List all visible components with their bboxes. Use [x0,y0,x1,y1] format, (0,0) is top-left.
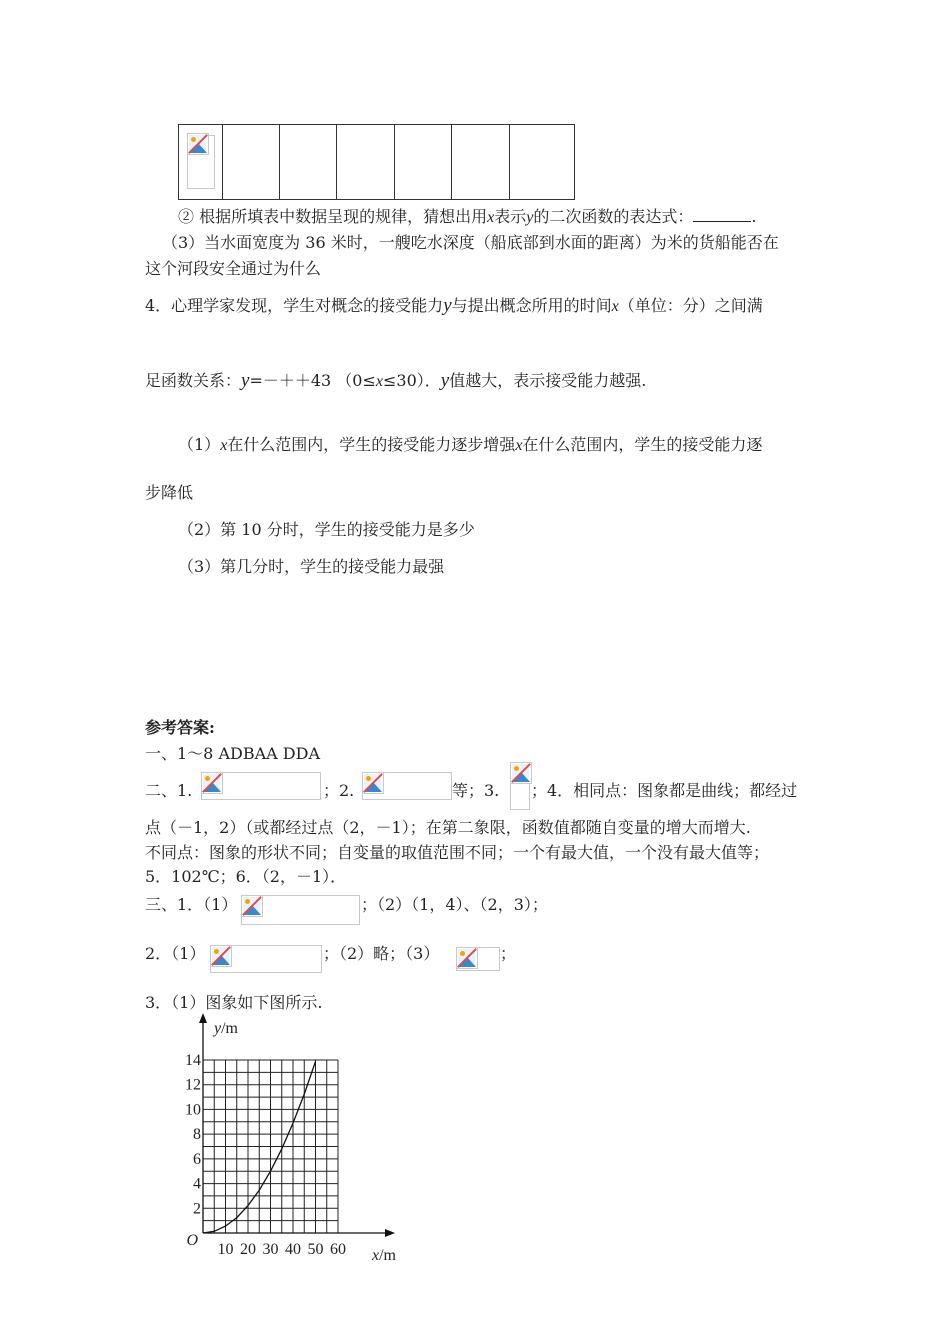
text: 表示 [494,207,527,226]
text: 4．心理学家发现，学生对概念的接受能力 [145,296,444,315]
text: （1） [178,435,221,454]
text: 的二次函数的表达式： [533,207,694,226]
x-axis-arrow [385,1229,395,1237]
question-4-line1 [145,293,763,317]
text: =－＋＋43 （0≤ [249,371,376,390]
text: 足函数关系： [145,371,242,390]
x-tick-label: 30 [262,1241,279,1258]
data-table [178,124,575,200]
table-cell [510,125,575,200]
var-x: x [220,437,228,454]
text: 与提出概念所用的时间 [451,296,612,315]
answers-part2-line2: 点（－1，2）（或都经过点（2，－1）；在第二象限，函数值都随自变量的增大而增大. [145,818,751,837]
answers-part3-2b: ；（2）略；（3） [323,944,440,963]
broken-image-icon [510,762,532,784]
var-y: y [440,370,450,391]
var-x: x [487,209,495,226]
y-tick-label: 2 [193,1200,201,1218]
broken-image-icon [362,772,384,794]
text: 在什么范围内，学生的接受能力逐步增强 [227,435,516,454]
table-cell [179,125,223,200]
question-4-sub1 [178,432,762,455]
table-cell [452,125,510,200]
var-y: y [526,209,534,226]
y-tick-label: 6 [193,1150,201,1168]
y-axis-label: y/m [214,1020,238,1037]
y-tick-label: 14 [185,1052,201,1069]
y-tick-label: 10 [185,1101,201,1119]
answers-part3-2a: 2．（1） [145,944,206,963]
text: 值越大，表示接受能力越强. [449,371,647,390]
parabola-chart [180,1010,420,1260]
table-cell [223,125,280,200]
answers-part3-2c: ； [500,944,517,963]
answers-part1: 一、1～8 ADBAA DDA [145,744,320,763]
broken-image-icon [241,895,263,917]
answers-part2-c: 等；3. [452,781,500,800]
x-tick-label: 60 [330,1241,346,1258]
question-4-sub2: （2）第 10 分时，学生的接受能力是多少 [178,520,475,539]
origin-label: O [186,1232,198,1249]
question-3-2 [178,204,756,227]
table-row [179,125,575,200]
text: . [751,207,757,226]
var-x: x [375,373,384,390]
table-cell [280,125,337,200]
y-axis-arrow [199,1013,207,1023]
answers-part2-line3: 不同点：图象的形状不同；自变量的取值范围不同；一个有最大值，一个没有最大值等； [145,843,770,862]
text: ≤30）． [383,371,441,390]
answers-part2-a: 二、1. [145,781,193,800]
answers-part3-3: 3．（1）图象如下图所示. [145,993,323,1012]
table-cell [395,125,452,200]
x-tick-label: 50 [307,1241,324,1258]
y-tick-label: 4 [193,1175,201,1193]
answers-part2-line4: 5．102℃；6．（2，－1）． [145,867,347,886]
question-3-3-line2: 这个河段安全通过为什么 [145,259,322,278]
var-x: x [611,298,619,315]
x-tick-label: 20 [240,1241,256,1258]
y-tick-label: 12 [185,1076,201,1094]
x-axis-label: x/m [372,1247,396,1260]
question-3-3-line1: （3）当水面宽度为 36 米时，一艘吃水深度（船底部到水面的距离）为米的货船能否在 [162,233,779,252]
var-y: y [241,370,250,391]
question-4-sub3: （3）第几分时，学生的接受能力最强 [178,557,445,576]
broken-image-icon [210,945,232,967]
answers-part2-d: ；4．相同点：图象都是曲线；都经过 [531,781,798,800]
answers-part3-1b: ；（2）（1，4）、（2，3）； [361,895,548,914]
answers-part2-b: ；2. [323,781,355,800]
y-tick-label: 8 [193,1126,201,1144]
x-tick-label: 10 [217,1241,234,1258]
var-y: y [443,295,452,316]
broken-image-icon [456,947,478,969]
text: ② 根据所填表中数据呈现的规律，猜想出用 [178,207,488,226]
answers-heading: 参考答案: [145,718,215,737]
question-4-line2 [145,368,646,392]
var-x: x [515,437,523,454]
text: （单位：分）之间满 [618,296,763,315]
text: 在什么范围内，学生的接受能力逐 [522,435,763,454]
answers-part3-1a: 三、1．（1） [145,895,238,914]
broken-image-icon [187,133,209,155]
question-4-sub1-line2: 步降低 [145,483,194,502]
answer-blank[interactable] [693,207,751,222]
broken-image-icon [201,772,223,794]
x-tick-label: 40 [285,1241,301,1258]
table-cell [337,125,395,200]
